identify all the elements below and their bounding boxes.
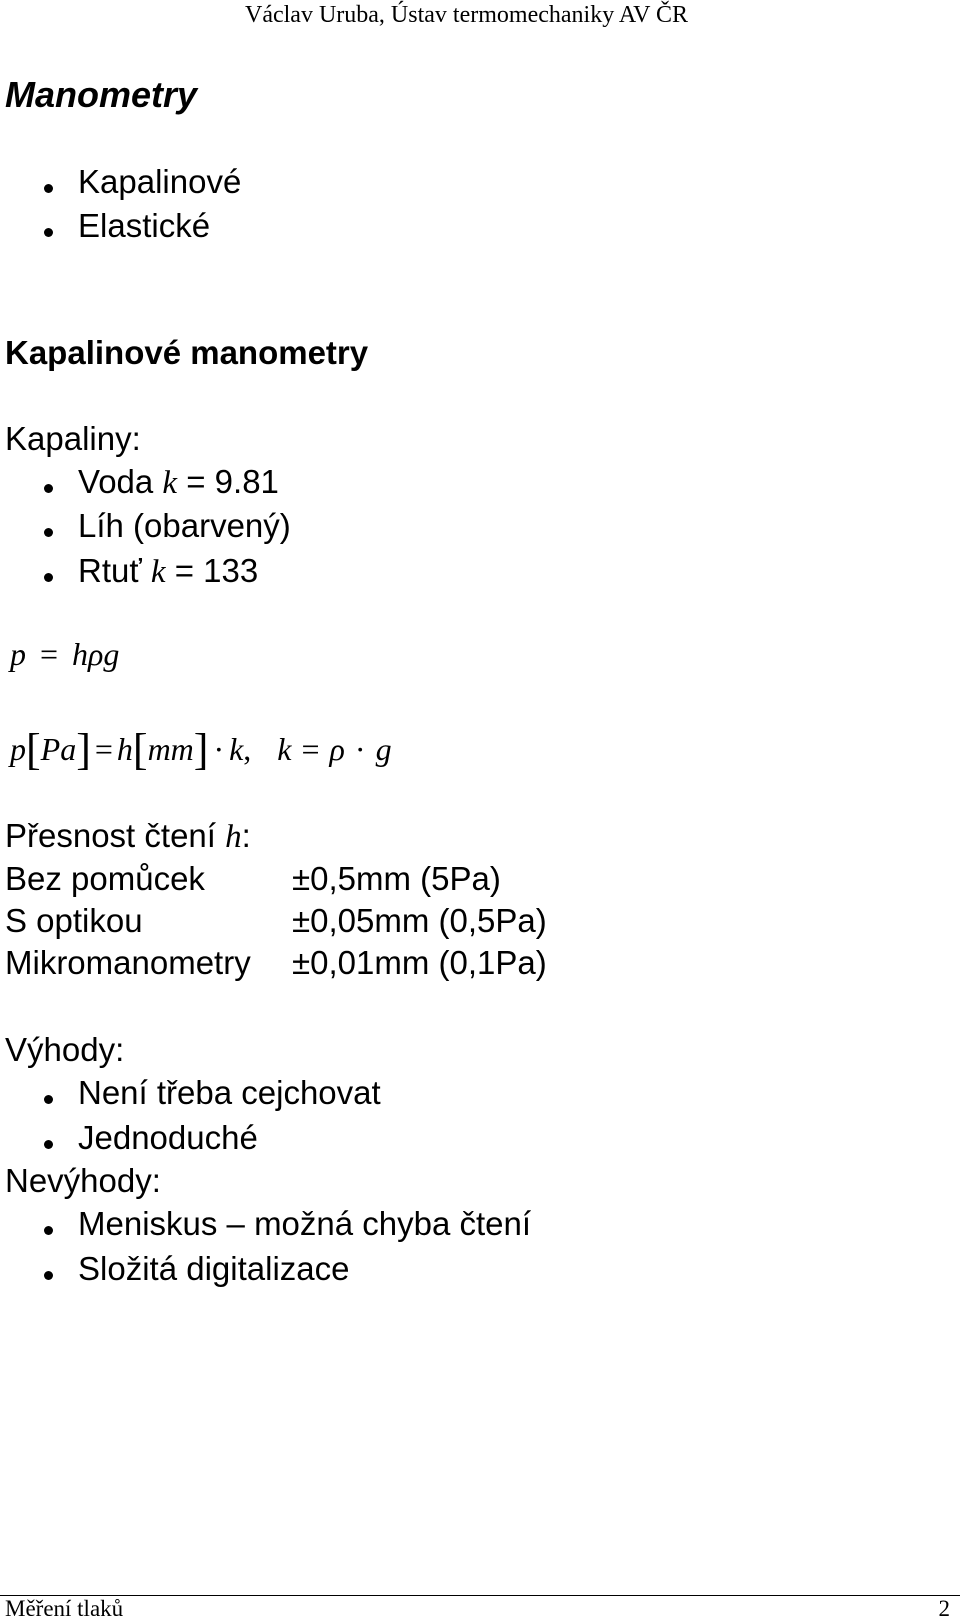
bullet (44, 1226, 53, 1235)
formula-symbol: = (40, 636, 59, 672)
list-item (78, 463, 279, 502)
formula-symbol: = (94, 731, 113, 767)
section-heading: Kapalinové manometry (5, 334, 369, 371)
formula-symbol: p (10, 731, 26, 767)
formula-symbol: [ (26, 725, 41, 774)
list-item: Složitá digitalizace (78, 1250, 350, 1287)
formula-symbol: ] (76, 725, 91, 774)
advantages-label: Výhody: (5, 1031, 125, 1068)
page-header: Václav Uruba, Ústav termomechaniky AV ČR (245, 2, 689, 28)
formula-symbol: h (116, 731, 133, 767)
formula-symbol: g (375, 731, 392, 767)
formula-symbol: ] (193, 725, 209, 774)
liquid-name: Voda (78, 463, 163, 500)
formula-symbol: Pa (40, 731, 77, 767)
formula-symbol: · (354, 731, 366, 767)
formula-symbol: mm (147, 731, 194, 767)
bullet (44, 228, 53, 237)
list-item: Kapalinové (78, 163, 242, 200)
page-number: 2 (938, 1596, 950, 1621)
bullet (44, 184, 53, 193)
liquid-name: Líh (obarvený) (78, 507, 291, 544)
bullet (44, 1095, 53, 1104)
formula-symbol: [ (132, 725, 148, 774)
accuracy-value: ±0,05mm (0,5Pa) (292, 902, 547, 939)
formula-pressure (10, 636, 119, 673)
liquid-var: k (150, 554, 166, 590)
accuracy-method: Bez pomůcek (5, 860, 205, 897)
liquid-name: Rtuť (78, 552, 151, 589)
list-item: Jednoduché (78, 1119, 258, 1156)
disadvantages-label: Nevýhody: (5, 1162, 161, 1199)
list-item: Meniskus – možná chyba čtení (78, 1205, 532, 1242)
list-item (78, 552, 258, 591)
formula-symbol: , (243, 731, 252, 767)
bullet (44, 484, 53, 493)
list-item: Není třeba cejchovat (78, 1074, 381, 1111)
accuracy-var: h (225, 819, 242, 855)
bullet (44, 1271, 53, 1280)
bullet (44, 1140, 53, 1149)
page-title: Manometry (5, 74, 198, 115)
accuracy-value: ±0,5mm (5Pa) (292, 860, 501, 897)
accuracy-label (5, 817, 251, 856)
liquid-value: = 133 (165, 552, 259, 589)
liquid-value: = 9.81 (177, 463, 279, 500)
formula-symbol: k (277, 731, 292, 767)
formula-symbol: ρ (329, 731, 345, 767)
formula-symbol: p (10, 636, 26, 672)
accuracy-label-text: Přesnost čtení (5, 817, 226, 854)
formula-symbol: · (213, 731, 225, 767)
liquid-var: k (162, 465, 178, 501)
formula-symbol: k (229, 731, 244, 767)
accuracy-colon: : (241, 817, 251, 854)
accuracy-method: S optikou (5, 902, 143, 939)
list-item: Elastické (78, 207, 211, 244)
formula-conversion (10, 720, 392, 774)
accuracy-method: Mikromanometry (5, 944, 251, 981)
accuracy-value: ±0,01mm (0,1Pa) (292, 944, 547, 981)
formula-symbol: = (301, 731, 320, 767)
footer-divider (0, 1595, 960, 1596)
bullet (44, 573, 53, 582)
bullet (44, 528, 53, 537)
liquids-label: Kapaliny: (5, 420, 141, 457)
formula-symbol: hρg (72, 636, 120, 672)
footer-title: Měření tlaků (5, 1596, 124, 1621)
list-item (78, 507, 291, 545)
